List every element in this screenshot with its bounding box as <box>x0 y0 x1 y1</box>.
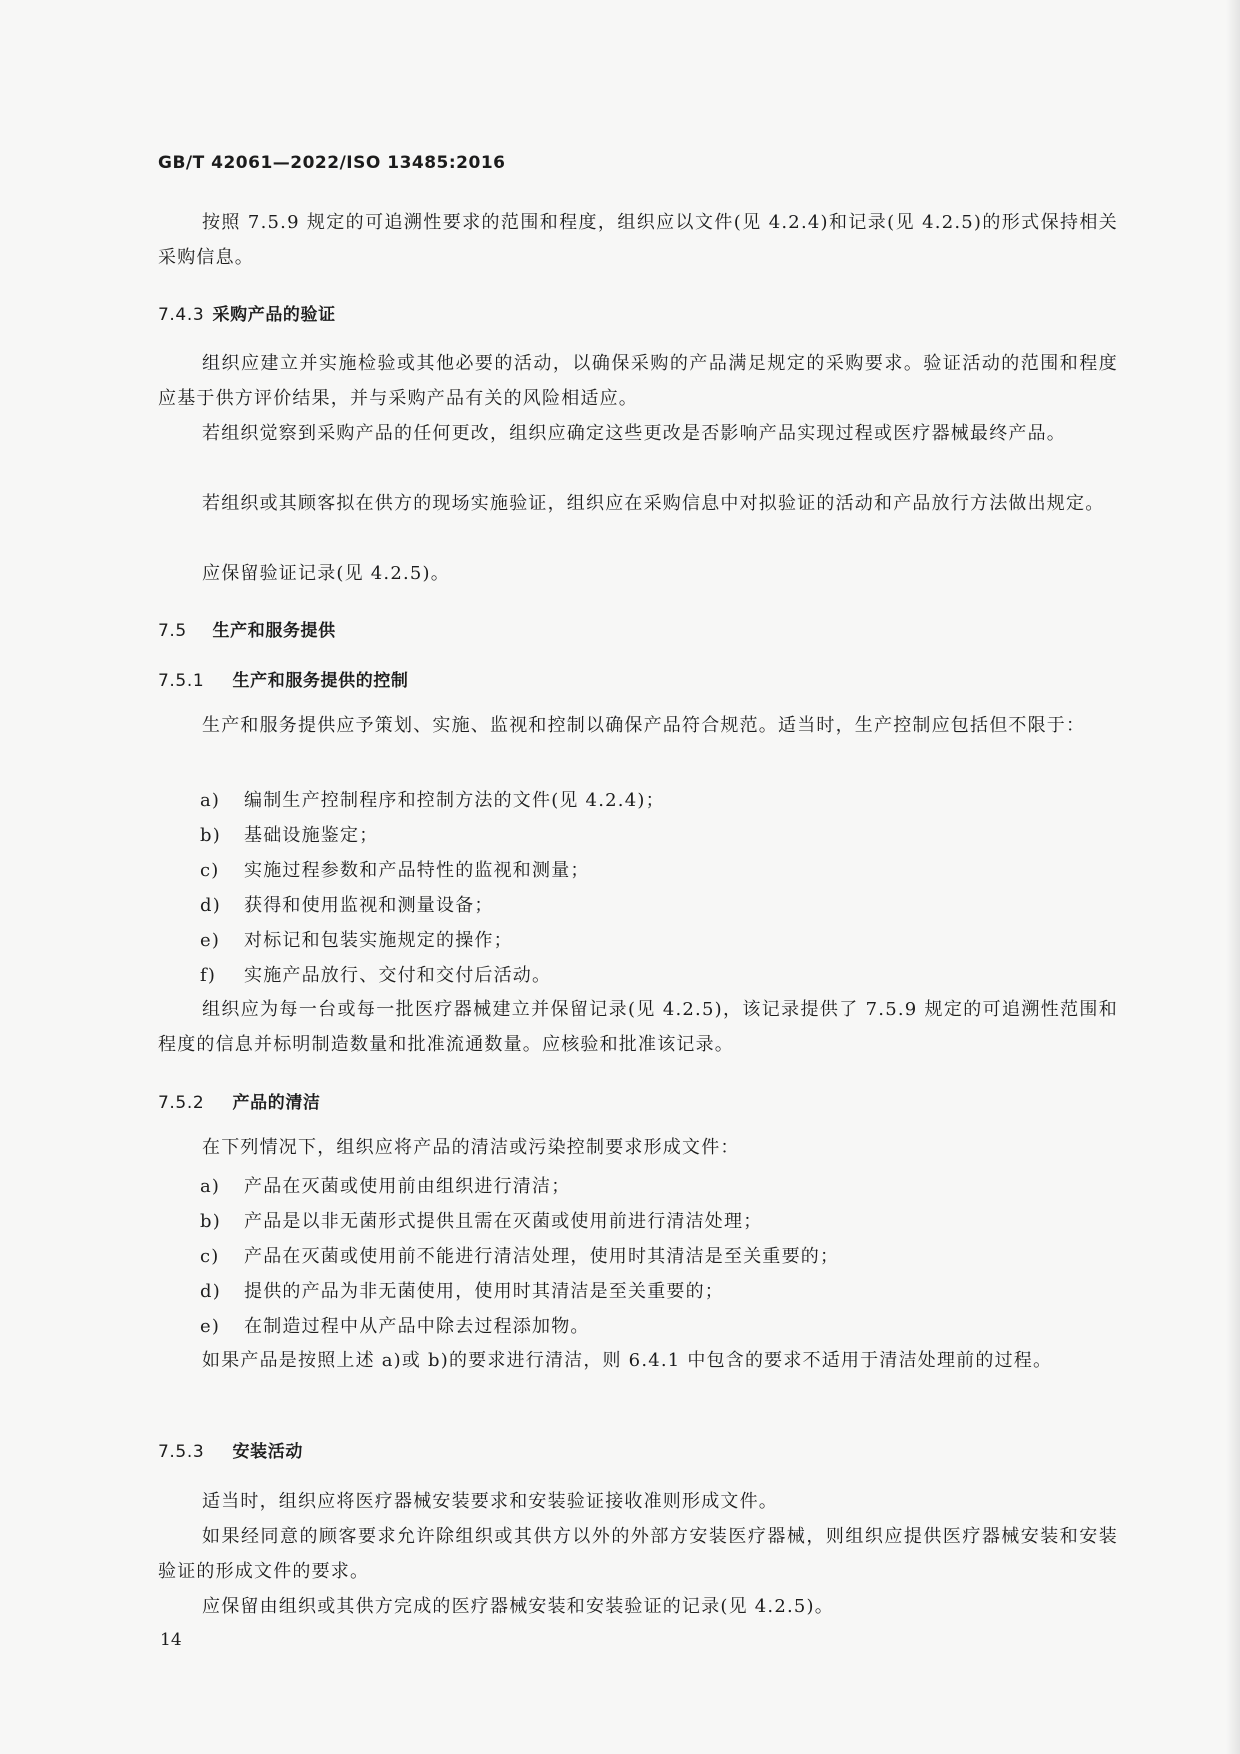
paragraph: 适当时，组织应将医疗器械安装要求和安装验证接收准则形成文件。 <box>202 1491 778 1512</box>
section-7-5-heading <box>158 616 1118 641</box>
section-number: 7.5.3 <box>158 1442 205 1462</box>
list-marker: c) <box>200 860 220 881</box>
list-text: 实施过程参数和产品特性的监视和测量； <box>244 860 590 881</box>
list-marker: f) <box>200 965 217 986</box>
list-marker: e) <box>200 1316 221 1337</box>
page-edge-shadow <box>1226 0 1240 1754</box>
section-title: 安装活动 <box>232 1442 303 1462</box>
paragraph: 组织应为每一台或每一批医疗器械建立并保留记录(见 4.2.5)，该记录提供了 7.5.9 规定的可追溯性范围和程度的信息并标明制造数量和批准流通数量。应核验和批准该记录。 <box>158 999 1118 1055</box>
standard-header: GB/T 42061—2022/ISO 13485:2016 <box>158 153 506 173</box>
paragraph: 如果产品是按照上述 a)或 b)的要求进行清洁，则 6.4.1 中包含的要求不适用于清洁处理前的过程。 <box>202 1350 1053 1371</box>
list-item <box>200 786 665 812</box>
paragraph: 若组织或其顾客拟在供方的现场实施验证，组织应在采购信息中对拟验证的活动和产品放行方法做出规定。 <box>202 493 1105 514</box>
paragraph: 若组织觉察到采购产品的任何更改，组织应确定这些更改是否影响产品实现过程或医疗器械最终产品。 <box>202 423 1066 444</box>
section-number: 7.5 <box>158 621 187 641</box>
page-number: 14 <box>160 1630 182 1650</box>
list-item <box>200 926 513 952</box>
list-item <box>200 821 378 847</box>
section-number: 7.5.2 <box>158 1093 205 1113</box>
section-number: 7.4.3 <box>158 305 205 325</box>
list-marker: e) <box>200 930 221 951</box>
paragraph: 组织应建立并实施检验或其他必要的活动，以确保采购的产品满足规定的采购要求。验证活动的范围和程度应基于供方评价结果，并与采购产品有关的风险相适应。 <box>158 353 1118 409</box>
section-title: 生产和服务提供 <box>212 621 336 641</box>
list-text: 实施产品放行、交付和交付后活动。 <box>244 965 552 986</box>
list-text: 产品在灭菌或使用前由组织进行清洁； <box>244 1176 571 1197</box>
list-text: 基础设施鉴定； <box>244 825 379 846</box>
paragraph: 应保留验证记录(见 4.2.5)。 <box>202 563 450 584</box>
section-title: 生产和服务提供的控制 <box>232 671 409 691</box>
list-marker: d) <box>200 1281 221 1302</box>
list-item <box>200 1172 570 1198</box>
list-item <box>200 1242 839 1268</box>
list-marker: c) <box>200 1246 220 1267</box>
list-marker: b) <box>200 1211 221 1232</box>
list-text: 对标记和包装实施规定的操作； <box>244 930 513 951</box>
section-7-4-3-heading <box>158 300 1118 325</box>
intro-paragraph: 按照 7.5.9 规定的可追溯性要求的范围和程度，组织应以文件(见 4.2.4)和记录(见 4.2.5)的形式保持相关采购信息。 <box>158 212 1118 268</box>
list-text: 产品在灭菌或使用前不能进行清洁处理，使用时其清洁是至关重要的； <box>244 1246 840 1267</box>
list-item <box>200 1207 762 1233</box>
list-marker: a) <box>200 1176 221 1197</box>
list-text: 获得和使用监视和测量设备； <box>244 895 494 916</box>
section-number: 7.5.1 <box>158 671 205 691</box>
list-marker: b) <box>200 825 221 846</box>
list-item <box>200 856 590 882</box>
list-item <box>200 1312 590 1338</box>
list-text: 产品是以非无菌形式提供且需在灭菌或使用前进行清洁处理； <box>244 1211 763 1232</box>
section-7-5-3-heading <box>158 1437 1118 1462</box>
list-marker: a) <box>200 790 221 811</box>
section-title: 产品的清洁 <box>232 1093 321 1113</box>
paragraph: 生产和服务提供应予策划、实施、监视和控制以确保产品符合规范。适当时，生产控制应包括但不限于： <box>202 715 1086 736</box>
paragraph: 如果经同意的顾客要求允许除组织或其供方以外的外部方安装医疗器械，则组织应提供医疗器械安装和安装验证的形成文件的要求。 <box>158 1526 1118 1582</box>
list-text: 提供的产品为非无菌使用，使用时其清洁是至关重要的； <box>244 1281 724 1302</box>
paragraph: 应保留由组织或其供方完成的医疗器械安装和安装验证的记录(见 4.2.5)。 <box>202 1596 834 1617</box>
list-text: 编制生产控制程序和控制方法的文件(见 4.2.4)； <box>244 790 665 811</box>
list-item <box>200 891 494 917</box>
section-title: 采购产品的验证 <box>212 305 336 325</box>
section-7-5-2-heading <box>158 1088 1118 1113</box>
list-text: 在制造过程中从产品中除去过程添加物。 <box>244 1316 590 1337</box>
paragraph: 在下列情况下，组织应将产品的清洁或污染控制要求形成文件： <box>202 1137 740 1158</box>
list-marker: d) <box>200 895 221 916</box>
list-item <box>200 961 551 987</box>
section-7-5-1-heading <box>158 666 1118 691</box>
list-item <box>200 1277 724 1303</box>
